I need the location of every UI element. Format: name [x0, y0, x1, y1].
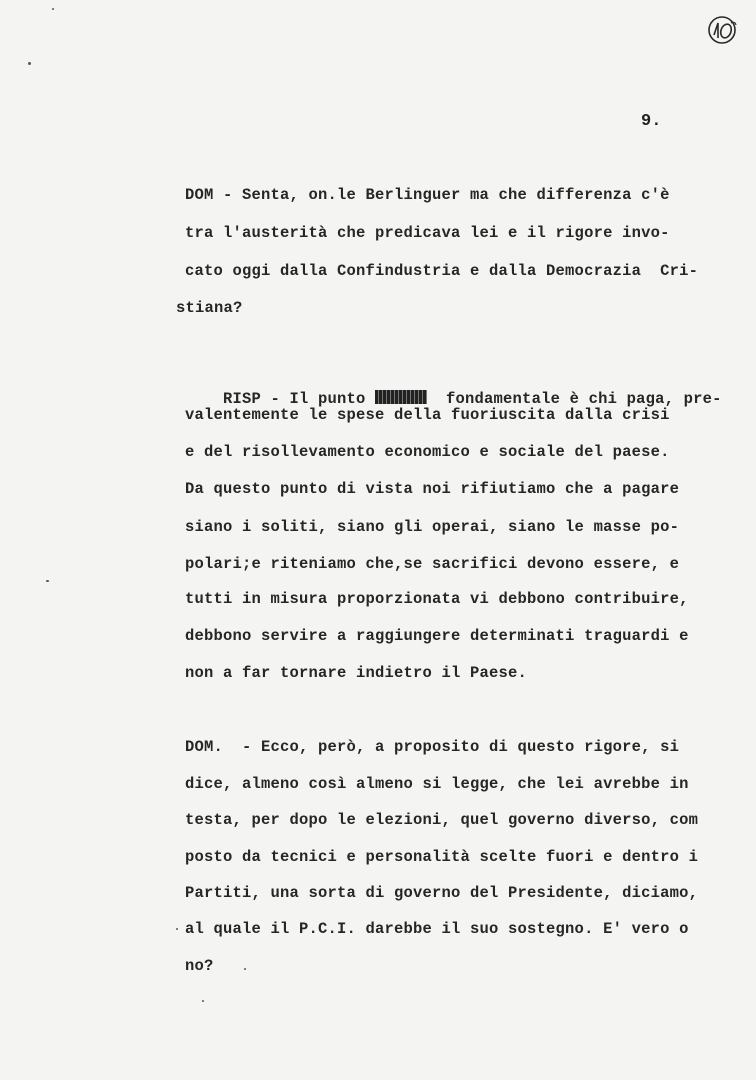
struck-out-word	[375, 390, 427, 404]
text-line: valentemente le spese della fuoriuscita dalla crisi	[185, 406, 670, 424]
text-line: Da questo punto di vista noi rifiutiamo che a pagare	[185, 480, 680, 498]
text-line: e del risollevamento economico e sociale del paese.	[185, 443, 670, 461]
text-line: dice, almeno così almeno si legge, che lei avrebbe in	[185, 775, 689, 793]
text-line: DOM - Senta, on.le Berlinguer ma che differenza c'è	[185, 186, 670, 204]
text-line: tra l'austerità che predicava lei e il rigore invo-	[185, 224, 670, 242]
page-number: 9.	[641, 112, 662, 131]
text-line: testa, per dopo le elezioni, quel governo diverso, com	[185, 811, 699, 829]
text-line: no?	[185, 957, 214, 975]
text-line: DOM. - Ecco, però, a proposito di questo rigore, si	[185, 738, 680, 756]
text-line: stiana?	[176, 299, 243, 317]
text-fragment: fondamentale è chi paga, pre-	[427, 390, 722, 408]
text-line: tutti in misura proporzionata vi debbono contribuire,	[185, 590, 689, 608]
text-line: cato oggi dalla Confindustria e dalla Democrazia Cri-	[185, 262, 699, 280]
text-line: siano i soliti, siano gli operai, siano le masse po-	[185, 518, 680, 536]
text-line: polari;e riteniamo che,se sacrifici devono essere, e	[185, 555, 680, 573]
text-line: Partiti, una sorta di governo del Presidente, diciamo,	[185, 884, 699, 902]
text-line: non a far tornare indietro il Paese.	[185, 664, 528, 682]
text-line: debbono servire a raggiungere determinati traguardi e	[185, 627, 689, 645]
text-line: posto da tecnici e personalità scelte fuori e dentro i	[185, 848, 699, 866]
text-fragment: RISP - Il punto	[223, 390, 376, 408]
text-line: al quale il P.C.I. darebbe il suo sostegno. E' vero o	[185, 920, 689, 938]
handwritten-page-mark	[705, 13, 739, 47]
